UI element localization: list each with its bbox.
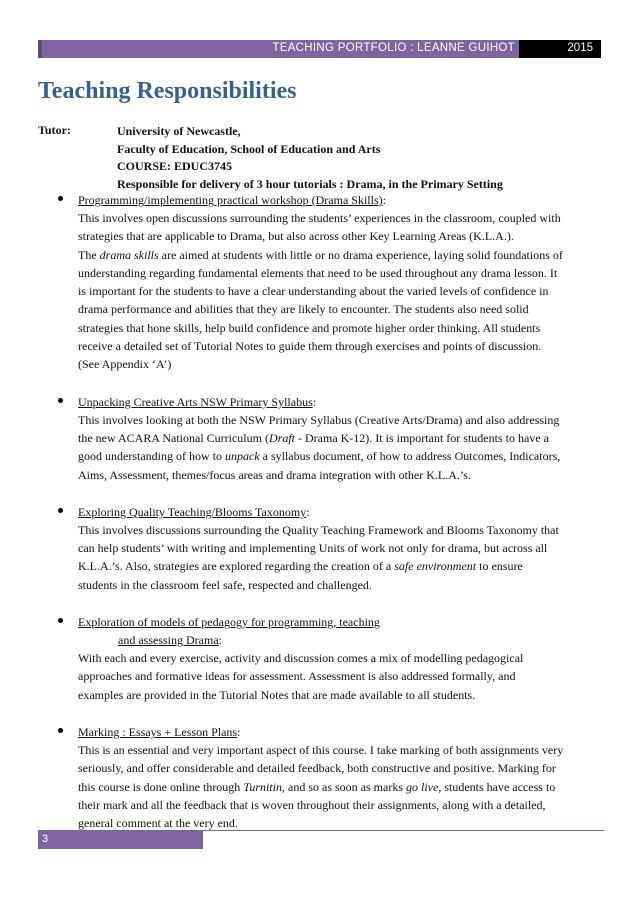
body-line: can help students’ with writing and implementing Units of work not only for drama, but across all <box>78 541 548 556</box>
body-line: students in the classroom feel safe, respected and challenged. <box>78 577 372 592</box>
body-line: seriously, and offer considerable and detailed feedback, both constructive and positive. Marking for <box>78 761 556 776</box>
header-year <box>519 40 601 58</box>
item-title: Exploration of models of pedagogy for programming, teaching <box>78 615 380 630</box>
tutor-label: Tutor: <box>38 123 71 137</box>
body-line: This involves looking at both the NSW Primary Syllabus (Creative Arts/Drama) and also addressing <box>78 412 560 427</box>
emphasis-text: Draft <box>268 430 295 445</box>
body-line: This is an essential and very important aspect of this course. I take marking of both assignments very <box>78 742 564 757</box>
emphasis-text: unpack <box>224 449 260 464</box>
item-title: Exploring Quality Teaching/Blooms Taxonomy: <box>78 504 310 519</box>
list-item <box>58 503 604 594</box>
body-line <box>78 429 604 447</box>
tutor-details <box>117 123 503 193</box>
tutor-line: Faculty of Education, School of Education and Arts <box>117 141 381 156</box>
text-span: , and so as soon as marks <box>282 779 406 794</box>
body-line: This involves open discussions surrounding the students’ experiences in the classroom, coupled with <box>78 211 561 225</box>
tutor-line: COURSE: EDUC3745 <box>117 159 233 173</box>
list-item <box>58 393 604 484</box>
body-line: Aims, Assessment, themes/focus areas and drama integration with other K.L.A.’s. <box>78 467 471 482</box>
title-suffix: : <box>218 633 222 648</box>
body-line: (See Appendix ‘A’) <box>78 357 172 372</box>
body-line: This involves discussions surrounding the Quality Teaching Framework and Blooms Taxonomy that <box>78 522 559 537</box>
text-span: are aimed at students with little or no drama experience, laying solid foundations of <box>158 247 563 262</box>
body-line: general comment at the very end. <box>78 816 238 831</box>
item-title: Programming/implementing practical workshop (Drama Skills): <box>78 193 386 207</box>
list-item <box>58 613 604 704</box>
text-span: The <box>78 247 100 262</box>
title-suffix: : <box>312 394 317 409</box>
footer-box <box>38 831 203 849</box>
title-suffix: : <box>382 193 386 207</box>
text-span: this course is done online through <box>78 779 244 794</box>
text-span: , students have access to <box>438 779 556 794</box>
bullet-icon <box>58 618 63 623</box>
emphasis-text: Turnitin <box>243 779 282 794</box>
item-title: Marking : Essays + Lesson Plans: <box>78 724 241 739</box>
responsibility-list <box>58 191 604 851</box>
text-span: to ensure <box>476 559 523 574</box>
header-year-text: 2015 <box>567 42 593 54</box>
text-span: the new ACARA National Curriculum ( <box>78 430 269 445</box>
tutor-line: University of Newcastle, <box>117 124 241 138</box>
body-line <box>78 246 604 264</box>
body-line: strategies that are applicable to Drama, but also across other Key Learning Areas (K.L.A.). <box>78 229 514 244</box>
list-item <box>58 723 604 832</box>
emphasis-text: safe environment <box>394 559 477 574</box>
body-line: strategies that hone skills, help build confidence and promote higher order thinking. All students <box>78 320 541 335</box>
bullet-icon <box>58 196 63 201</box>
body-line: their mark and all the feedback that is woven throughout their assignments, along with a detailed, <box>78 797 546 812</box>
bullet-icon <box>58 728 63 733</box>
bullet-icon <box>58 398 63 403</box>
title-suffix: : <box>237 724 241 739</box>
page-number: 3 <box>42 833 49 845</box>
text-span: - Drama K-12). It is important for students to have a <box>295 430 549 445</box>
bullet-icon <box>58 508 63 513</box>
body-line: examples are provided in the Tutorial Notes that are made available to all students. <box>78 687 476 702</box>
item-title: Unpacking Creative Arts NSW Primary Syllabus: <box>78 394 317 409</box>
body-line: approaches and formative ideas for assessment. Assessment is also addressed formally, and <box>78 669 516 684</box>
body-line: is important for the students to have a clear understanding about the varied levels of confidence in <box>78 284 549 299</box>
body-line: With each and every exercise, activity and discussion comes a mix of modelling pedagogical <box>78 651 524 666</box>
title-suffix: : <box>306 504 310 519</box>
text-span: K.L.A.’s. Also, strategies are explored regarding the creation of a <box>78 559 395 574</box>
header-bar <box>38 40 523 58</box>
list-item <box>58 191 604 374</box>
tutor-line: Responsible for delivery of 3 hour tutorials : Drama, in the Primary Setting <box>117 176 503 191</box>
body-line <box>78 557 604 575</box>
header-title: TEACHING PORTFOLIO : LEANNE GUIHOT <box>272 42 515 54</box>
body-line: understanding regarding fundamental elements that need to be used throughout any drama lesson. It <box>78 265 558 280</box>
page-title: Teaching Responsibilities <box>38 78 297 104</box>
body-line <box>78 778 604 796</box>
emphasis-text: go live <box>405 779 439 794</box>
body-line: receive a detailed set of Tutorial Notes to guide them through exercises and points of discussion. <box>78 339 542 354</box>
text-span: a syllabus document, of how to address Outcomes, Indicators, <box>259 449 561 464</box>
emphasis-text: drama skills <box>99 247 159 262</box>
body-line <box>78 447 604 465</box>
text-span: good understanding of how to <box>78 449 225 464</box>
body-line: drama performance and abilities that they are likely to encounter. The students also need solid <box>78 302 529 317</box>
item-title-continued: and assessing Drama: <box>118 633 222 648</box>
